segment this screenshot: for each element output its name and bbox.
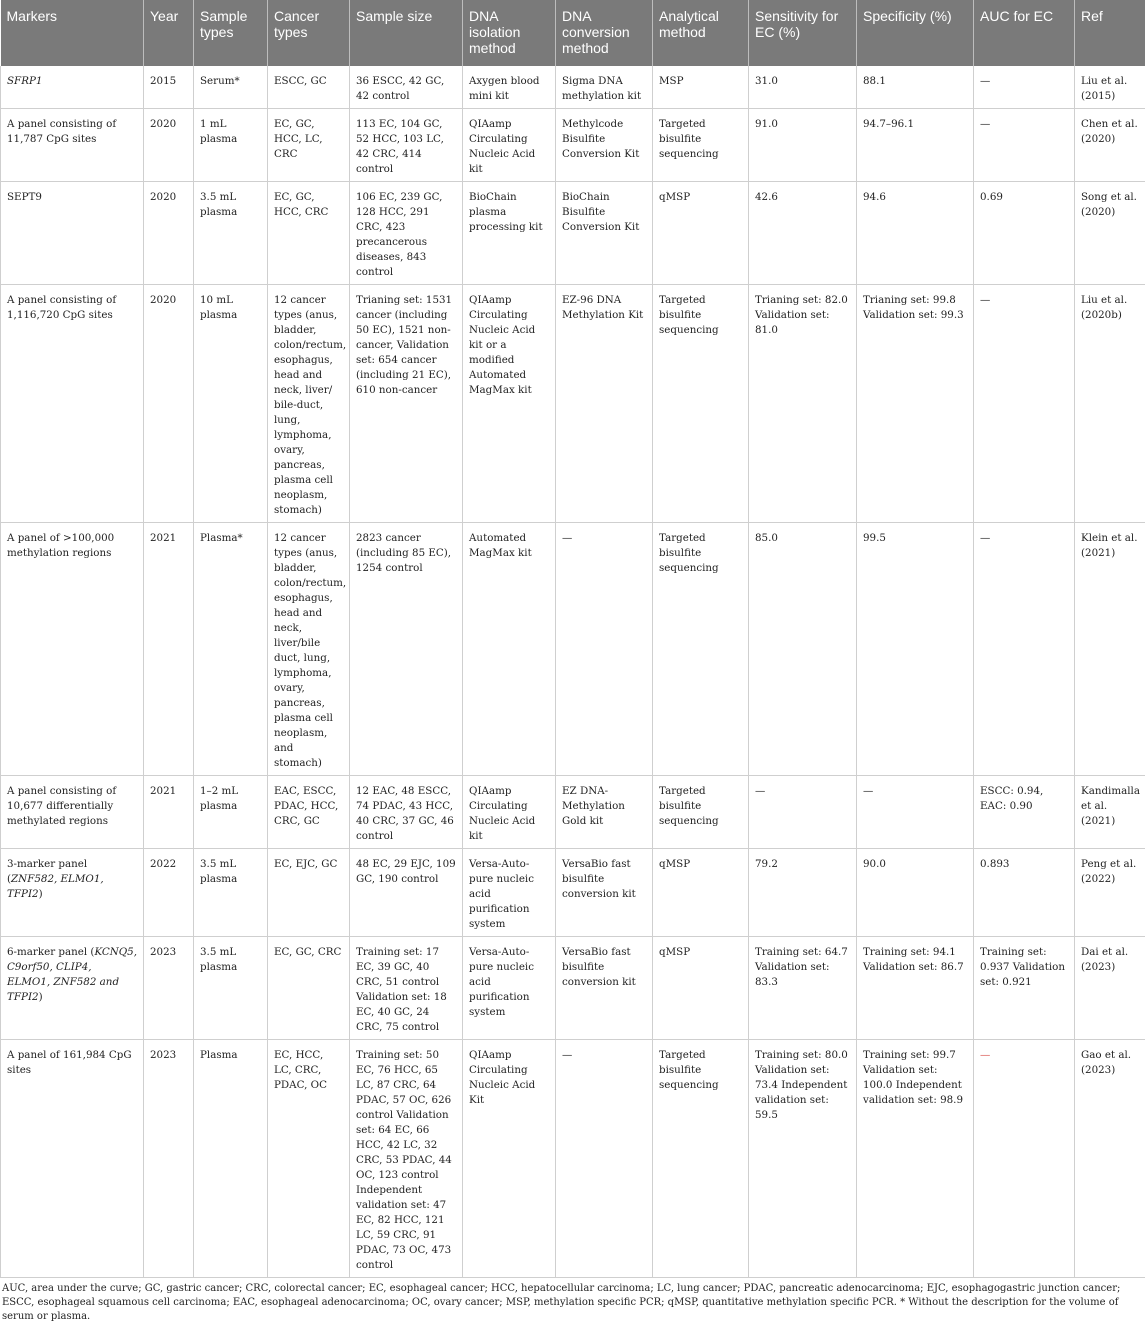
cell-auc: — <box>974 66 1075 109</box>
cell-sample-type: 1–2 mL plasma <box>194 776 268 849</box>
cell-cancer-types: EAC, ESCC, PDAC, HCC, CRC, GC <box>268 776 350 849</box>
cell-conversion: EZ-96 DNA Methylation Kit <box>556 285 653 523</box>
cell-ref: Kandimalla et al. (2021) <box>1075 776 1145 849</box>
cell-sample-size: Trianing set: 1531 cancer (including 50 EC), 1521 non-cancer, Validation set: 654 cancer (including 21 EC), 610 non-cancer <box>350 285 463 523</box>
cell-year: 2021 <box>144 776 194 849</box>
cell-conversion: EZ DNA-Methylation Gold kit <box>556 776 653 849</box>
cell-year: 2023 <box>144 1040 194 1278</box>
cell-specificity: 94.7–96.1 <box>857 109 974 182</box>
cell-year: 2015 <box>144 66 194 109</box>
cell-auc: Training set: 0.937 Validation set: 0.921 <box>974 937 1075 1040</box>
cell-conversion: — <box>556 1040 653 1278</box>
cell-cancer-types: ESCC, GC <box>268 66 350 109</box>
cell-cancer-types: 12 cancer types (anus, bladder, colon/rectum, esophagus, head and neck, liver/bile duct, lung, lymphoma, ovary, pancreas, plasma cell neoplasm, and stomach) <box>268 523 350 776</box>
cell-sample-type: Plasma* <box>194 523 268 776</box>
cell-conversion: VersaBio fast bisulfite conversion kit <box>556 849 653 937</box>
cell-sensitivity: 91.0 <box>749 109 857 182</box>
cell-year: 2020 <box>144 182 194 285</box>
cell-isolation: Versa-Auto-pure nucleic acid purification system <box>463 849 556 937</box>
cell-sample-size: 48 EC, 29 EJC, 109 GC, 190 control <box>350 849 463 937</box>
cell-ref: Song et al. (2020) <box>1075 182 1145 285</box>
header-cancer-types: Cancer types <box>268 0 350 66</box>
cell-ref: Klein et al. (2021) <box>1075 523 1145 776</box>
cell-analytical: Targeted bisulfite sequencing <box>653 285 749 523</box>
cell-analytical: qMSP <box>653 182 749 285</box>
cell-sample-type: 3.5 mL plasma <box>194 182 268 285</box>
cell-sample-size: 2823 cancer (including 85 EC), 1254 control <box>350 523 463 776</box>
cell-sensitivity: Trianing set: 82.0 Validation set: 81.0 <box>749 285 857 523</box>
cell-specificity: 88.1 <box>857 66 974 109</box>
header-sample-types: Sample types <box>194 0 268 66</box>
cell-analytical: Targeted bisulfite sequencing <box>653 1040 749 1278</box>
header-specificity: Specificity (%) <box>857 0 974 66</box>
cell-ref: Dai et al. (2023) <box>1075 937 1145 1040</box>
table-row <box>1 937 1145 1040</box>
cell-ref: Liu et al. (2020b) <box>1075 285 1145 523</box>
cell-auc: — <box>974 285 1075 523</box>
cell-isolation: QIAamp Circulating Nucleic Acid Kit <box>463 1040 556 1278</box>
table-row <box>1 285 1145 523</box>
cell-marker: 6-marker panel (KCNQ5, C9orf50, CLIP4, ELMO1, ZNF582 and TFPI2) <box>1 937 144 1040</box>
cell-sensitivity: 31.0 <box>749 66 857 109</box>
cell-conversion: VersaBio fast bisulfite conversion kit <box>556 937 653 1040</box>
header-sample-size: Sample size <box>350 0 463 66</box>
cell-sample-size: 12 EAC, 48 ESCC, 74 PDAC, 43 HCC, 40 CRC, 37 GC, 46 control <box>350 776 463 849</box>
header-dna-conversion: DNA conversion method <box>556 0 653 66</box>
table-row <box>1 776 1145 849</box>
header-markers: Markers <box>1 0 144 66</box>
cell-analytical: qMSP <box>653 849 749 937</box>
cell-specificity: Training set: 94.1 Validation set: 86.7 <box>857 937 974 1040</box>
table-row <box>1 1040 1145 1278</box>
cell-isolation: QIAamp Circulating Nucleic Acid kit <box>463 776 556 849</box>
cell-year: 2023 <box>144 937 194 1040</box>
cell-marker: A panel consisting of 1,116,720 CpG sites <box>1 285 144 523</box>
cell-auc: 0.69 <box>974 182 1075 285</box>
cell-sample-size: 106 EC, 239 GC, 128 HCC, 291 CRC, 423 precancerous diseases, 843 control <box>350 182 463 285</box>
cell-year: 2021 <box>144 523 194 776</box>
cell-sensitivity: — <box>749 776 857 849</box>
header-dna-isolation: DNA isolation method <box>463 0 556 66</box>
cell-isolation: QIAamp Circulating Nucleic Acid kit <box>463 109 556 182</box>
cell-analytical: Targeted bisulfite sequencing <box>653 109 749 182</box>
cell-specificity: Training set: 99.7 Validation set: 100.0 Independent validation set: 98.9 <box>857 1040 974 1278</box>
cell-sensitivity: Training set: 64.7 Validation set: 83.3 <box>749 937 857 1040</box>
cell-specificity: 90.0 <box>857 849 974 937</box>
table-row <box>1 66 1145 109</box>
cell-sensitivity: Training set: 80.0 Validation set: 73.4 Independent validation set: 59.5 <box>749 1040 857 1278</box>
table-row <box>1 182 1145 285</box>
cell-cancer-types: 12 cancer types (anus, bladder, colon/rectum, esophagus, head and neck, liver/ bile-duct, lung, lymphoma, ovary, pancreas, plasma cell neoplasm, stomach) <box>268 285 350 523</box>
header-ref: Ref <box>1075 0 1145 66</box>
cell-isolation: Axygen blood mini kit <box>463 66 556 109</box>
cell-specificity: Trianing set: 99.8 Validation set: 99.3 <box>857 285 974 523</box>
cell-sample-type: 3.5 mL plasma <box>194 849 268 937</box>
cell-sample-type: Serum* <box>194 66 268 109</box>
header-row <box>1 0 1145 66</box>
cell-analytical: qMSP <box>653 937 749 1040</box>
cell-isolation: Versa-Auto-pure nucleic acid purification system <box>463 937 556 1040</box>
cell-marker: A panel consisting of 11,787 CpG sites <box>1 109 144 182</box>
cell-sample-size: Training set: 17 EC, 39 GC, 40 CRC, 51 control Validation set: 18 EC, 40 GC, 24 CRC, 75 control <box>350 937 463 1040</box>
cell-ref: Gao et al. (2023) <box>1075 1040 1145 1278</box>
cell-year: 2020 <box>144 285 194 523</box>
cell-auc: 0.893 <box>974 849 1075 937</box>
cell-year: 2022 <box>144 849 194 937</box>
cell-conversion: BioChain Bisulfite Conversion Kit <box>556 182 653 285</box>
cell-marker: A panel of 161,984 CpG sites <box>1 1040 144 1278</box>
cell-marker: A panel of >100,000 methylation regions <box>1 523 144 776</box>
table-row <box>1 523 1145 776</box>
cell-sample-size: 113 EC, 104 GC, 52 HCC, 103 LC, 42 CRC, 414 control <box>350 109 463 182</box>
header-analytical-method: Analytical method <box>653 0 749 66</box>
cell-sample-type: 1 mL plasma <box>194 109 268 182</box>
table-footnote: AUC, area under the curve; GC, gastric cancer; CRC, colorectal cancer; EC, esophageal cancer; HCC, hepatocellular carcinoma; LC, lung cancer; PDAC, pancreatic adenocarcinoma; EJC, esophagogastric junction cancer; ESCC, esophageal squamous cell carcinoma; EAC, esophageal adenocarcinoma; OC, ovary cancer; MSP, methylation specific PCR; qMSP, quantitative methylation specific PCR. * Without the description for the volume of serum or plasma. <box>0 1278 1145 1324</box>
cell-analytical: MSP <box>653 66 749 109</box>
cell-isolation: QIAamp Circulating Nucleic Acid kit or a modified Automated MagMax kit <box>463 285 556 523</box>
cell-auc: — <box>974 1040 1075 1278</box>
cell-sensitivity: 79.2 <box>749 849 857 937</box>
cell-specificity: — <box>857 776 974 849</box>
cell-isolation: BioChain plasma processing kit <box>463 182 556 285</box>
cell-conversion: Sigma DNA methylation kit <box>556 66 653 109</box>
cell-specificity: 94.6 <box>857 182 974 285</box>
cell-sample-type: Plasma <box>194 1040 268 1278</box>
cell-cancer-types: EC, EJC, GC <box>268 849 350 937</box>
table-row <box>1 109 1145 182</box>
cell-conversion: — <box>556 523 653 776</box>
header-sensitivity: Sensitivity for EC (%) <box>749 0 857 66</box>
cell-cancer-types: EC, HCC, LC, CRC, PDAC, OC <box>268 1040 350 1278</box>
cell-marker: SFRP1 <box>1 66 144 109</box>
header-auc: AUC for EC <box>974 0 1075 66</box>
cell-analytical: Targeted bisulfite sequencing <box>653 523 749 776</box>
cell-ref: Liu et al. (2015) <box>1075 66 1145 109</box>
cell-sample-size: Training set: 50 EC, 76 HCC, 65 LC, 87 CRC, 64 PDAC, 57 OC, 626 control Validation set: 64 EC, 66 HCC, 42 LC, 32 CRC, 53 PDAC, 44 OC, 123 control Independent validation set: 47 EC, 82 HCC, 121 LC, 59 CRC, 91 PDAC, 73 OC, 473 control <box>350 1040 463 1278</box>
cell-marker: A panel consisting of 10,677 differentially methylated regions <box>1 776 144 849</box>
cell-sensitivity: 42.6 <box>749 182 857 285</box>
cell-marker: 3-marker panel (ZNF582, ELMO1, TFPI2) <box>1 849 144 937</box>
cell-ref: Chen et al. (2020) <box>1075 109 1145 182</box>
cell-sample-type: 3.5 mL plasma <box>194 937 268 1040</box>
cell-isolation: Automated MagMax kit <box>463 523 556 776</box>
cell-year: 2020 <box>144 109 194 182</box>
cell-auc: ESCC: 0.94, EAC: 0.90 <box>974 776 1075 849</box>
cell-analytical: Targeted bisulfite sequencing <box>653 776 749 849</box>
cell-sensitivity: 85.0 <box>749 523 857 776</box>
cell-marker: SEPT9 <box>1 182 144 285</box>
cell-auc: — <box>974 109 1075 182</box>
cell-auc: — <box>974 523 1075 776</box>
cell-cancer-types: EC, GC, CRC <box>268 937 350 1040</box>
table-row <box>1 849 1145 937</box>
header-year: Year <box>144 0 194 66</box>
cell-conversion: Methylcode Bisulfite Conversion Kit <box>556 109 653 182</box>
cell-cancer-types: EC, GC, HCC, LC, CRC <box>268 109 350 182</box>
cell-sample-type: 10 mL plasma <box>194 285 268 523</box>
cell-specificity: 99.5 <box>857 523 974 776</box>
cell-cancer-types: EC, GC, HCC, CRC <box>268 182 350 285</box>
cell-ref: Peng et al. (2022) <box>1075 849 1145 937</box>
cell-sample-size: 36 ESCC, 42 GC, 42 control <box>350 66 463 109</box>
